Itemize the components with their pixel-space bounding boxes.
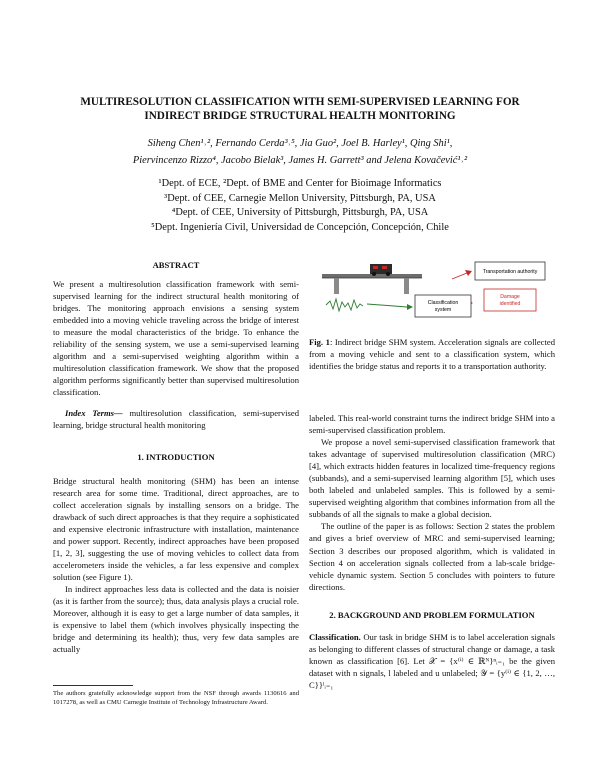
intro-heading: 1. INTRODUCTION bbox=[137, 451, 215, 462]
caption-label: Fig. 1 bbox=[309, 337, 330, 347]
intro-paragraph-1: Bridge structural health monitoring (SHM) has been an intense research area for some time. Traditional, direct approaches, are to collect acceleration signals by installing sensors on a bridge. The drawback of such direct approaches is that they require a sophisticated and expensive electronic infrastructure with installation, maintenance and power support. Recently, indirect approaches have been proposed [1, 2, 3], suggesting the use of moving vehicles to collect data from accelerometers inside the vehicles, a far less expensive and complex solution (see Figure 1). bbox=[53, 475, 299, 583]
footnote: The authors gratefully acknowledge support from the NSF through awards 1130616 and 1017278, as well as CMU Carnegie Institute of Technology Infrastructure Award. bbox=[53, 690, 299, 706]
classification-system-box bbox=[415, 295, 471, 317]
intro-paragraph-5: The outline of the paper is as follows: Section 2 states the problem and gives a brief overview of MRC and semi-supervised learning; Section 3 describes our proposed algorithm, which is validated in Section 4 on acceleration signals collected from a lab-scale bridge-vehicle dynamic system. Section 5 concludes with pointers to future directions. bbox=[309, 521, 555, 592]
paper-title bbox=[40, 95, 560, 123]
classification-label-2: system bbox=[434, 307, 452, 313]
affiliation: ¹Dept. of ECE, ²Dept. of BME and Center for Bioimage Informatics bbox=[158, 178, 442, 189]
index-terms bbox=[53, 407, 299, 431]
caption-text: : Indirect bridge SHM system. Acceleration signals are collected from a moving vehicle and sent to a classification system, which identifies the bridge status and reports it to a transportation authority. bbox=[309, 337, 555, 371]
damage-label-1: Damage bbox=[500, 294, 520, 300]
title-line-1: MULTIRESOLUTION CLASSIFICATION WITH SEMI-SUPERVISED LEARNING FOR bbox=[80, 96, 520, 108]
bridge-deck bbox=[322, 274, 422, 278]
classification-label-1: Classification bbox=[427, 300, 459, 306]
intro-paragraph-2: In indirect approaches less data is collected and the data is noisier (as it is farther from the source); thus, data analysis plays a crucial role. Moreover, although it is easy to get a large number of data samples, it is expensive to label them (which involves physically inspecting the bridge and determining its health); thus, very few data samples are actually bbox=[53, 584, 299, 655]
intro-paragraph-4: We propose a novel semi-supervised classification framework that takes advantage of supervised multiresolution classification (MRC) [4], which extracts hidden features in localized time-frequency regions (subbands), and a semi-supervised learning algorithm [5], which uses both labeled and unlabeled samples. This is followed by a semi-supervised weighting algorithm that combines information from all the subbands of all the signals to make a global decision. bbox=[309, 437, 555, 520]
authors-line-1: Siheng Chen¹˒², Fernando Cerda³˒⁵, Jia Guo², Joel B. Harley¹, Qing Shi¹, bbox=[147, 138, 453, 149]
classification-paragraph-text: Our task in bridge SHM is to label acceleration signals as belonging to different classes of structural change or damage, a task known as classification [6]. Let 𝒳 = {x⁽ⁱ⁾ ∈ ℝᴺ}ⁿᵢ₌₁ be the given dataset with n signals, l labeled and u unlabeled; 𝒴 = {y⁽ⁱ⁾ ∈ {1, 2, …, C}}ˡᵢ₌₁ bbox=[309, 631, 555, 690]
damage-label-2: identified bbox=[499, 301, 521, 307]
abstract-text: We present a multiresolution classification framework with semi-supervised learning for the indirect structural health monitoring of bridges. The monitoring approach envisions a sensing system embedded into a moving vehicle traveling across the bridge of interest to measure the modal characteristics of the bridge. To enhance the reliability of the sensing system, we use a semi-supervised learning algorithm and a semi-supervised weighting algorithm within a multiresolution classification framework. We show that the proposed algorithm performs significantly better than supervised multiresolution classification. bbox=[53, 279, 299, 398]
affiliation: ⁴Dept. of CEE, University of Pittsburgh, Pittsburgh, PA, USA bbox=[171, 207, 429, 218]
affiliation: ⁵Dept. Ingeniería Civil, Universidad de Concepción, Concepción, Chile bbox=[151, 221, 449, 233]
footnote-divider bbox=[53, 685, 133, 686]
right-column bbox=[309, 412, 555, 691]
classification-paragraph-label: Classification. bbox=[309, 631, 361, 642]
title-line-2: INDIRECT BRIDGE STRUCTURAL HEALTH MONITORING bbox=[144, 110, 456, 122]
bridge-pier bbox=[404, 278, 409, 294]
index-terms-label: Index Terms— bbox=[65, 407, 123, 418]
transport-label: Transportation authority bbox=[482, 269, 538, 275]
intro-paragraph-3: labeled. This real-world constraint turns the indirect bridge SHM into a semi-supervised classification problem. bbox=[309, 413, 555, 436]
bridge-pier bbox=[334, 278, 339, 294]
damage-identified-box bbox=[484, 289, 536, 311]
affiliation: ³Dept. of CEE, Carnegie Mellon University, Pittsburgh, PA, USA bbox=[164, 192, 436, 204]
section-2-heading: 2. BACKGROUND AND PROBLEM FORMULATION bbox=[329, 609, 535, 620]
figure-1-caption bbox=[309, 336, 555, 372]
transportation-authority-box bbox=[475, 262, 545, 280]
author-list bbox=[30, 135, 570, 169]
authors-line-2: Piervincenzo Rizzo⁴, Jacobo Bielak³, James H. Garrett³ and Jelena Kovačević¹˒² bbox=[132, 155, 468, 166]
abstract-heading: ABSTRACT bbox=[152, 260, 200, 270]
affiliation-list bbox=[30, 177, 570, 235]
section-2-paragraph bbox=[309, 631, 555, 691]
index-terms-text: multiresolution classification, semi-supervised learning, bridge structural health monitoring bbox=[53, 407, 300, 430]
figure-1-diagram bbox=[312, 259, 554, 331]
left-column bbox=[53, 259, 299, 655]
